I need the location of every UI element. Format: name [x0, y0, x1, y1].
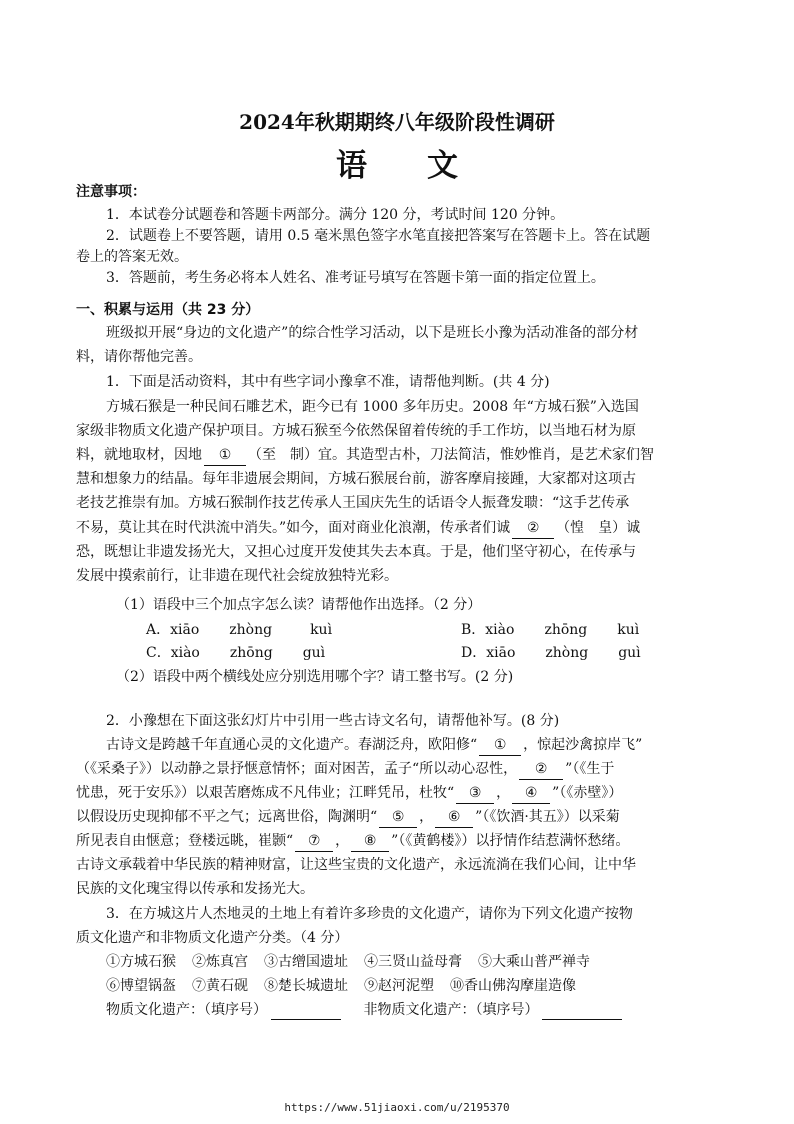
heritage-item: ③古缯国遗址 [264, 954, 348, 970]
heritage-item: ⑤大乘山普严禅寺 [478, 954, 590, 970]
passage-line: 慧和想象力的结晶。每年非遗展会期间，方城石猴展台前，游客摩肩接踵，大家都对这项古 [76, 471, 636, 487]
section-intro: 班级拟开展“身边的文化遗产”的综合性学习活动，以下是班长小豫为活动准备的部分材 [106, 325, 639, 341]
answer-line [106, 1000, 622, 1020]
option-c: C．xiào zhōng guì [146, 645, 326, 661]
notice-heading: 注意事项： [76, 184, 146, 200]
passage-line: 发展中摸索前行，让非遗在现代社会绽放独特光彩。 [76, 568, 398, 584]
question-1-stem: 1．下面是活动资料，其中有些字词小豫拿不准，请帮他判断。(共 4 分) [106, 374, 550, 390]
heritage-row [106, 976, 576, 996]
poem-line: （《采桑子》）以动静之景抒惬意情怀；面对困苦，孟子“所以动心忍性， ② ”（《生于 [76, 759, 614, 780]
question-2-stem: 2．小豫想在下面这张幻灯片中引用一些古诗文名句，请帮他补写。(8 分) [106, 713, 560, 729]
passage-line: 老技艺推崇有加。方城石猴制作技艺传承人王国庆先生的话语令人振聋发聩：“这手艺传承 [76, 495, 630, 511]
poem-line: 所见表自由惬意；登楼远眺，崔颢“ ⑦ ， ⑧ ”（《黄鹤楼》）以抒情作结惹满怀愁绪。 [76, 831, 629, 852]
heritage-item: ⑦黄石砚 [192, 978, 248, 994]
passage-line: 家级非物质文化遗产保护项目。方城石猴至今依然保留着传统的手工作坊，以当地石材为原 [76, 423, 636, 439]
heritage-item: ⑥博望锅盔 [106, 978, 176, 994]
question-3-stem: 质文化遗产和非物质文化遗产分类。（4 分） [76, 930, 349, 946]
blank-poem-7: ⑦ [295, 831, 333, 852]
section-intro: 料，请你帮他完善。 [76, 349, 202, 365]
heritage-item: ⑨赵河泥塑 [364, 978, 434, 994]
poem-line: 古诗文是跨越千年直通心灵的文化遗产。春湖泛舟，欧阳修“ ① ，惊起沙禽掠岸飞” [106, 735, 642, 756]
blank-poem-4: ④ [512, 783, 550, 804]
material-label: 物质文化遗产：（填序号） [106, 1002, 267, 1018]
subject-title: 语文 [336, 148, 518, 184]
heritage-row [106, 952, 590, 972]
sub-question-1: （1）语段中三个加点字怎么读？请帮他作出选择。（2 分） [116, 597, 482, 613]
poem-line: 忧患，死于安乐》）以艰苦磨炼成不凡伟业；江畔凭吊，杜牧“ ③ ， ④ ”（《赤壁》） [76, 783, 622, 804]
notice-item: 1．本试卷分试题卷和答题卡两部分。满分 120 分，考试时间 120 分钟。 [106, 207, 565, 223]
passage-line: 方城石猴是一种民间石雕艺术，距今已有 1000 多年历史。2008 年“方城石猴”入选国 [106, 399, 639, 415]
heritage-item: ⑩香山佛沟摩崖造像 [450, 978, 576, 994]
heritage-item: ④三贤山益母膏 [364, 954, 462, 970]
heritage-item: ②炼真宫 [192, 954, 248, 970]
nonmaterial-label: 非物质文化遗产：（填序号） [363, 1002, 539, 1018]
blank-poem-5: ⑤ [379, 807, 417, 828]
footer-url: https://www.51jiaoxi.com/u/2195370 [284, 1101, 510, 1114]
passage-line: 料，就地取材，因地 ① （至 制）宜。其造型古朴，刀法简洁，惟妙惟肖，是艺术家们智 [76, 445, 654, 466]
option-a: A．xiāo zhòng kuì [146, 622, 333, 638]
exam-title: 2024年秋期期终八年级阶段性调研 [239, 110, 555, 134]
notice-item: 3．答题前，考生务必将本人姓名、准考证号填写在答题卡第一面的指定位置上。 [106, 270, 605, 286]
blank-poem-2: ② [519, 759, 563, 780]
option-d: D．xiāo zhòng guì [461, 645, 641, 661]
question-3-stem: 3．在方城这片人杰地灵的土地上有着许多珍贵的文化遗产，请你为下列文化遗产按物 [106, 906, 633, 922]
passage-line: 恐，既想让非遗发扬光大，又担心过度开发使其失去本真。于是，他们坚守初心，在传承与 [76, 544, 636, 560]
blank-2: ② [512, 518, 554, 539]
poem-line: 以假设历史现抑郁不平之气；远离世俗，陶渊明“ ⑤ ， ⑥ ”（《饮酒·其五》）以采菊 [76, 807, 620, 828]
poem-line: 古诗文承载着中华民族的精神财富，让这些宝贵的文化遗产，永远流淌在我们心间，让中华 [76, 857, 636, 873]
nonmaterial-answer-blank[interactable] [542, 1005, 622, 1020]
material-answer-blank[interactable] [271, 1005, 341, 1020]
passage-line: 不易，莫让其在时代洪流中消失。”如今，面对商业化浪潮，传承者们诚 ② （惶 皇）诚 [76, 518, 640, 539]
blank-poem-1: ① [479, 735, 521, 756]
blank-1: ① [204, 445, 246, 466]
section-heading: 一、积累与运用（共 23 分） [76, 302, 260, 318]
heritage-item: ⑧楚长城遗址 [264, 978, 348, 994]
notice-item: 2．试题卷上不要答题，请用 0.5 毫米黑色签字水笔直接把答案写在答题卡上。答在试题 [106, 228, 651, 244]
poem-line: 民族的文化瑰宝得以传承和发扬光大。 [76, 881, 314, 897]
notice-item: 卷上的答案无效。 [76, 249, 188, 265]
blank-poem-3: ③ [456, 783, 494, 804]
blank-poem-6: ⑥ [435, 807, 473, 828]
option-b: B．xiào zhōng kuì [461, 622, 640, 638]
heritage-item: ①方城石猴 [106, 954, 176, 970]
blank-poem-8: ⑧ [351, 831, 389, 852]
sub-question-2: （2）语段中两个横线处应分别选用哪个字？请工整书写。(2 分) [116, 669, 514, 685]
